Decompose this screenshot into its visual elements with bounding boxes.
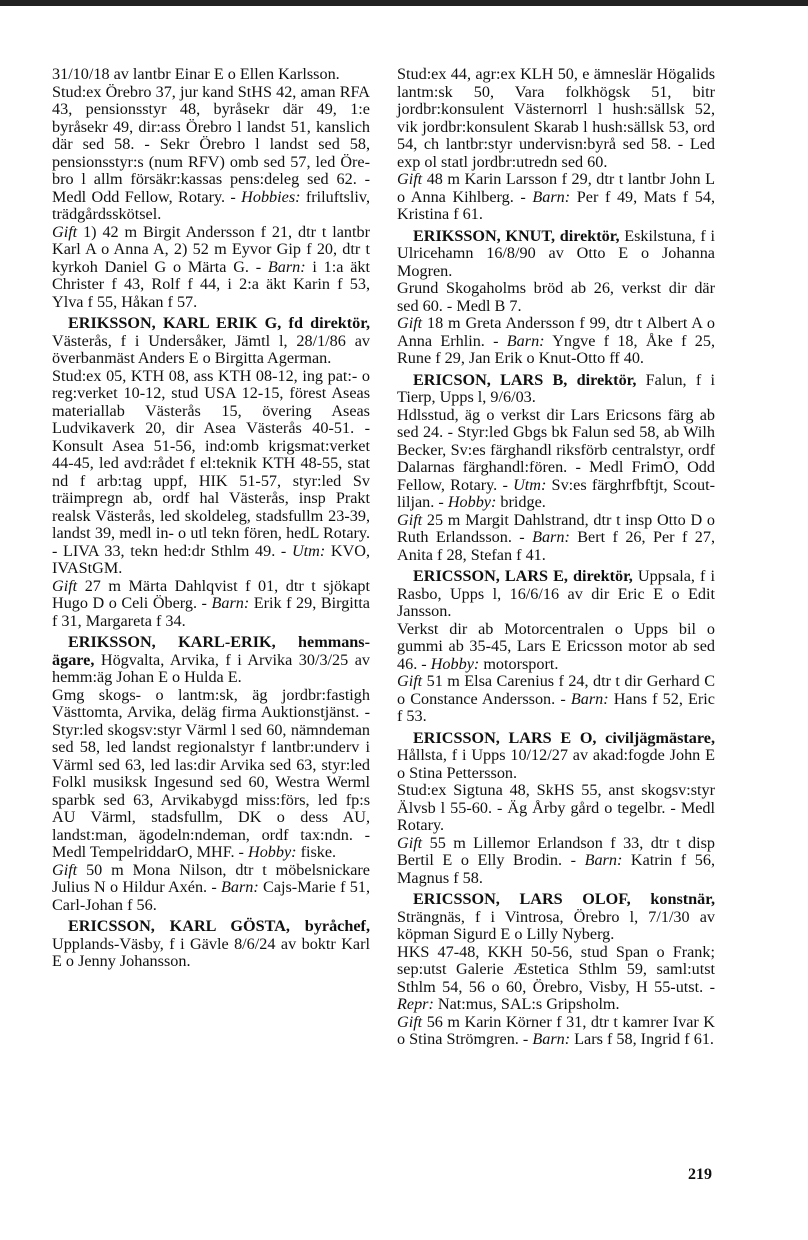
body-text: Sv:es färghrfbftjt, Scoutliljan. -	[397, 475, 715, 511]
body-text: 31/10/18 av lantbr Einar E o Ellen Karlsson.	[52, 65, 340, 83]
entry-paragraph	[52, 918, 370, 971]
body-text: 50 m Mona Nilson, dtr t möbelsnickare Julius N o Hildur Axén. -	[52, 860, 370, 896]
italic-label: Gift	[52, 860, 78, 879]
text-paragraph	[397, 512, 715, 565]
body-text: fiske.	[296, 843, 337, 861]
italic-label: Hobby:	[447, 493, 497, 511]
body-text: Yngve f 18, Åke f 25, Rune f 29, Jan Erik o Knut-Otto ff 40.	[397, 331, 715, 367]
italic-label: Gift	[397, 314, 423, 332]
italic-label: Barn:	[584, 851, 623, 869]
body-text: Lars f 58, Ingrid f 61.	[570, 1030, 714, 1048]
body-text: Västerås, f i Undersåker, Jämtl l, 28/1/86 av överbanmäst Anders E o Birgitta Agerman.	[52, 331, 370, 367]
entry-paragraph	[397, 730, 715, 783]
entry-paragraph	[397, 228, 715, 281]
body-text: i 1:a äkt Christer f 43, Rolf f 44, i 2:a äkt Karin f 53, Ylva f 55, Håkan f 57.	[52, 257, 370, 311]
italic-label: Barn:	[570, 689, 609, 708]
body-text: friluftsliv, trädgårdsskötsel.	[52, 187, 370, 223]
text-paragraph	[397, 835, 715, 888]
body-text: 18 m Greta Andersson f 99, dtr t Albert A o Anna Erhlin. -	[397, 314, 715, 350]
text-paragraph	[397, 1014, 715, 1049]
entry-name: ERICSSON, LARS E O, civiljägmästare,	[413, 728, 715, 747]
entry-paragraph	[397, 568, 715, 621]
body-text: 55 m Lillemor Erlandson f 33, dtr t disp Bertil E o Elly Brodin. -	[397, 833, 715, 869]
entry-name: ERICSSON, KARL GÖSTA, byråchef,	[68, 917, 370, 935]
italic-label: Hobbies:	[241, 187, 301, 206]
body-text: Upplands-Väsby, f i Gävle 8/6/24 av boktr Karl E o Jenny Johansson.	[52, 934, 370, 970]
italic-label: Utm:	[513, 475, 547, 494]
entry-paragraph	[397, 372, 715, 407]
text-paragraph	[52, 368, 370, 578]
body-text: Cajs-Marie f 51, Carl-Johan f 56.	[52, 878, 370, 914]
text-paragraph	[52, 687, 370, 862]
body-text: 51 m Elsa Carenius f 24, dtr t dir Gerhard C o Constance Andersson. -	[397, 672, 715, 708]
body-text: KVO, IVAStGM.	[52, 541, 370, 577]
body-text: Verkst dir ab Motorcentralen o Upps bil o gummi ab 35-45, Lars E Ericsson motor ab sed 46. -	[397, 619, 715, 673]
italic-label: Utm:	[291, 541, 326, 560]
italic-label: Barn:	[267, 257, 306, 276]
entry-name: ERIKSSON, KARL-ERIK, hemmansägare,	[52, 633, 370, 669]
body-text: HKS 47-48, KKH 50-56, stud Span o Frank; sep:utst Galerie Æstetica Sthlm 59, saml:utst Sthlm 54, 56 o 60, Örebro, Visby, H 55-utst. -	[397, 942, 715, 996]
italic-label: Gift	[397, 510, 423, 529]
body-text: Erik f 29, Birgitta f 31, Margareta f 34.	[52, 594, 370, 630]
page-top-border	[0, 0, 808, 6]
text-paragraph	[52, 862, 370, 915]
italic-label: Barn:	[211, 594, 250, 612]
body-text: 56 m Karin Körner f 31, dtr t kamrer Ivar K o Stina Strömgren. -	[397, 1012, 715, 1048]
body-text: Katrin f 56, Magnus f 58.	[397, 851, 715, 887]
text-paragraph	[397, 315, 715, 368]
text-paragraph	[397, 407, 715, 512]
body-text: Per f 49, Mats f 54, Kristina f 61.	[397, 187, 716, 223]
body-text: Stud:ex 44, agr:ex KLH 50, e ämneslär Högalids lantm:sk 50, Vara folkhögsk 51, bitr jordbr:konsulent Västernorrl l hush:sällsk 52, vik jordbr:konsulent Skarab l hush:sällsk 53, ord 54, ch lantbr:styr undervisn:byrå sed 58. - Led exp ol statl jordbr:utredn sed 60.	[397, 65, 715, 171]
text-paragraph	[397, 66, 715, 171]
body-text: Bert f 26, Per f 27, Anita f 28, Stefan f 41.	[397, 528, 715, 564]
text-paragraph	[397, 944, 715, 1014]
text-paragraph	[52, 224, 370, 312]
text-paragraph	[397, 171, 715, 224]
entry-name: ERICSSON, LARS OLOF, konstnär,	[413, 890, 715, 908]
text-paragraph	[397, 782, 715, 835]
body-text: 27 m Märta Dahlqvist f 01, dtr t sjökapt Hugo D o Celi Öberg. -	[52, 576, 370, 612]
italic-label: Hobby:	[430, 654, 480, 673]
body-text: Stud:ex Örebro 37, jur kand StHS 42, aman RFA 43, pensionsstyr 48, byråsekr där 49, 1:e byråsekr 49, dir:ass Örebro l landst 51, kanslich där sed 58. - Sekr Örebro l landst sed 58, pensionsstyr:s (num RFV) omb sed 57, led Örebro l allm försäkr:kassas pens:deleg sed 62. - Medl Odd Fellow, Rotary. -	[52, 82, 370, 206]
body-text: Uppsala, f i Rasbo, Upps l, 16/6/16 av dir Eric E o Edit Jansson.	[397, 567, 715, 620]
italic-label: Barn:	[532, 1030, 571, 1048]
body-text: Högvalta, Arvika, f i Arvika 30/3/25 av hemm:äg Johan E o Hulda E.	[52, 650, 370, 686]
body-text: Nat:mus, SAL:s Gripsholm.	[433, 995, 620, 1013]
text-paragraph	[397, 673, 715, 726]
italic-label: Repr:	[397, 995, 434, 1013]
right-column	[397, 66, 715, 1049]
page-number: 219	[688, 1166, 712, 1183]
text-paragraph	[52, 84, 370, 224]
italic-label: Gift	[397, 170, 423, 188]
italic-label: Gift	[52, 222, 78, 241]
body-text: bridge.	[496, 493, 546, 511]
italic-label: Gift	[397, 833, 423, 852]
entry-name: ERICSSON, LARS E, direktör,	[413, 567, 633, 585]
body-text: Stud:ex 05, KTH 08, ass KTH 08-12, ing pat:- o reg:verket 10-12, stud USA 12-15, förest Aseas materiallab Västerås 15, övering Aseas Ludvikaverk 20, dir Asea Västerås 40-51. - Konsult Asea 51-56, ind:omb krigsmat:verket 44-45, led avd:rådet f el:teknik KTH 48-55, stat nd f arb:tag uppf, HIK 51-57, styr:led Sv träimpregn ab, ordf hal Västerås, insp Prakt realsk Västerås, led skoldeleg, stadsfullm 23-39, landst 39, medl in- o utl tekn fören, hedL Rotary. - LIVA 33, tekn hed:dr Sthlm 49. -	[52, 366, 370, 560]
italic-label: Gift	[397, 1012, 423, 1031]
entry-paragraph	[52, 315, 370, 368]
entry-name: ERICSON, LARS B, direktör,	[413, 370, 637, 389]
body-text: Hållsta, f i Upps 10/12/27 av akad:fogde John E o Stina Pettersson.	[397, 746, 715, 782]
body-text: Hdlsstud, äg o verkst dir Lars Ericsons färg ab sed 24. - Styr:led Gbgs bk Falun sed 58, ab Wilh Becker, Sv:es färghandl riksförb centralstyr, ordf Dalarnas färghandl:fören. - Medl FrimO, Odd Fellow, Rotary. -	[397, 405, 715, 494]
body-text: 25 m Margit Dahlstrand, dtr t insp Otto D o Ruth Erlandsson. -	[397, 510, 715, 546]
entry-name: ERIKSSON, KARL ERIK G, fd direktör,	[68, 314, 370, 332]
text-paragraph	[397, 621, 715, 674]
body-text: Hans f 52, Eric f 53.	[397, 689, 715, 725]
entry-name: ERIKSSON, KNUT, direktör,	[413, 226, 620, 245]
italic-label: Gift	[52, 576, 78, 595]
italic-label: Barn:	[532, 528, 570, 546]
body-text: 48 m Karin Larsson f 29, dtr t lantbr John L o Anna Kihlberg. -	[397, 170, 715, 206]
italic-label: Hobby:	[248, 843, 297, 861]
body-text: Grund Skogaholms bröd ab 26, verkst dir där sed 60. - Medl B 7.	[397, 279, 715, 315]
italic-label: Barn:	[532, 187, 571, 206]
italic-label: Gift	[397, 672, 423, 690]
text-paragraph	[397, 280, 715, 315]
body-text: Gmg skogs- o lantm:sk, äg jordbr:fastigh Västtomta, Arvika, deläg firma Auktionstjänst. - Styr:led skogsv:styr Värml l sed 60, nämndeman sed 58, led landst regionalstyr f lantbr:underv i Värml sed 63, led las:dir Arvika sed 63, styr:led Folkl musiksk Ingesund sed 60, Westra Werml sparbk sed 63, Arvikabygd miss:förs, led fp:s AU Värml, stadsfullm, DK o dess AU, landst:man, ägodeln:ndeman, ordf tax:ndn. - Medl TempelriddarO, MHF. -	[52, 685, 370, 861]
body-text: Eskilstuna, f i Ulricehamn 16/8/90 av Otto E o Johanna Mogren.	[397, 226, 715, 280]
entry-paragraph	[52, 634, 370, 687]
text-paragraph	[52, 66, 370, 84]
entry-paragraph	[397, 891, 715, 944]
left-column	[52, 66, 370, 971]
body-text: motorsport.	[479, 654, 559, 673]
italic-label: Barn:	[221, 878, 259, 896]
body-text: Falun, f i Tierp, Upps l, 9/6/03.	[397, 370, 716, 406]
body-text: Stud:ex Sigtuna 48, SkHS 55, anst skogsv:styr Älvsb l 55-60. - Äg Årby gård o tegelbr. - Medl Rotary.	[397, 781, 715, 834]
body-text: Strängnäs, f i Vintrosa, Örebro l, 7/1/30 av köpman Sigurd E o Lilly Nyberg.	[397, 907, 715, 943]
text-paragraph	[52, 578, 370, 631]
body-text: 1) 42 m Birgit Andersson f 21, dtr t lantbr Karl A o Anna A, 2) 52 m Eyvor Gip f 20, dtr t kyrkoh Daniel G o Märta G. -	[52, 222, 370, 276]
italic-label: Barn:	[506, 331, 545, 350]
